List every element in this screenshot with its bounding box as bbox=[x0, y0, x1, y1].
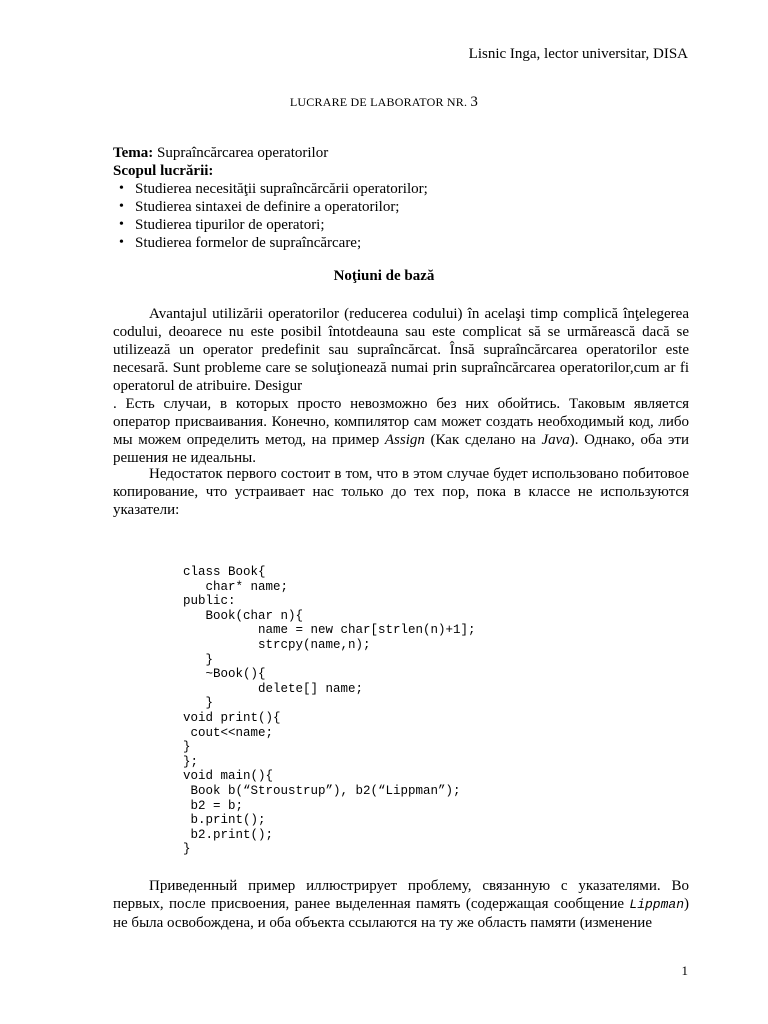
java-term: Java bbox=[541, 432, 570, 448]
code-line: delete[] name; bbox=[183, 681, 364, 696]
paragraph-3: Недостаток первого состоит в том, что в этом случае будет использовано побитовое копирование, что устраивает нас только до тех пор, пока в классе не используются указатели: bbox=[113, 466, 689, 518]
code-line: cout<<name; bbox=[183, 725, 274, 740]
section-title: Noţiuni de bază bbox=[333, 268, 435, 284]
code-line: } bbox=[183, 652, 214, 667]
code-line: } bbox=[183, 696, 214, 711]
code-line: b2 = b; bbox=[183, 798, 244, 813]
list-item: • Studierea necesităţii supraîncărcării operatorilor; bbox=[119, 181, 428, 197]
code-line: b2.print(); bbox=[183, 827, 274, 842]
paragraph-4: Приведенный пример иллюстрирует проблему, связанную с указателями. Во первых, после присвоения, ранее выделенная память (содержащая сообщение Lippman) не была освобождена, и оба объекта ссылаются на ту же область памяти (изменение bbox=[113, 878, 689, 931]
scope-label: Scopul lucrării: bbox=[113, 163, 214, 179]
code-block bbox=[183, 565, 476, 857]
code-line: public: bbox=[183, 594, 236, 609]
code-line: } bbox=[183, 842, 191, 857]
paragraph-2: . Есть случаи, в которых просто невозможно без них обойтись. Таковым является оператор присваивания. Конечно, компилятор сам может создать необходимый код, либо мы можем определить метод, на пример Assign (Как сделано на Java). Однако, оба эти решения не идеальны. bbox=[113, 396, 689, 466]
bullet-icon: • bbox=[119, 235, 124, 250]
list-item: • Studierea formelor de supraîncărcare; bbox=[119, 235, 362, 251]
scope-list bbox=[113, 180, 428, 252]
code-line: Book b(“Stroustrup”), b2(“Lippman”); bbox=[183, 783, 461, 798]
bullet-icon: • bbox=[119, 217, 124, 232]
bullet-icon: • bbox=[119, 199, 124, 214]
list-item: • Studierea tipurilor de operatori; bbox=[119, 217, 325, 233]
code-line: class Book{ bbox=[183, 565, 266, 579]
bullet-icon: • bbox=[119, 181, 124, 196]
code-line: }; bbox=[183, 754, 199, 769]
code-line: void print(){ bbox=[183, 710, 281, 725]
scope-heading bbox=[113, 162, 689, 180]
code-line: ~Book(){ bbox=[183, 667, 266, 682]
topic-value: Supraîncărcarea operatorilor bbox=[157, 145, 329, 161]
topic-line bbox=[113, 144, 689, 162]
code-line: char* name; bbox=[183, 579, 289, 594]
code-line: Book(char n){ bbox=[183, 608, 304, 623]
lab-title-prefix: LUCRARE DE LABORATOR NR. bbox=[289, 95, 468, 109]
code-line: } bbox=[183, 740, 191, 755]
code-line: name = new char[strlen(n)+1]; bbox=[183, 623, 476, 638]
lab-title bbox=[0, 94, 768, 111]
code-line: void main(){ bbox=[183, 769, 274, 784]
code-line: b.print(); bbox=[183, 813, 266, 828]
list-item: • Studierea sintaxei de definire a operatorilor; bbox=[119, 199, 400, 215]
page-number: 1 bbox=[681, 963, 688, 978]
author-header: Lisnic Inga, lector universitar, DISA bbox=[468, 46, 688, 62]
code-line: strcpy(name,n); bbox=[183, 637, 371, 652]
topic-label: Tema: bbox=[113, 145, 154, 161]
lab-number: 3 bbox=[470, 94, 479, 110]
assign-term: Assign bbox=[384, 432, 425, 448]
lippman-term: Lippman bbox=[629, 897, 684, 912]
paragraph-1: Avantajul utilizării operatorilor (reducerea codului) în acelaşi timp complică înţelegerea codului, deoarece nu este posibil întotdeauna sau este complicat să se urmărească dacă se utilizează un operator predefinit sau supraîncărcat. Însă supraîncărcarea operatorilor este necesară. Sunt probleme care se soluţionează numai prin supraîncărcarea operatorilor,cum ar fi operatorul de atribuire. Desigur bbox=[113, 306, 689, 394]
